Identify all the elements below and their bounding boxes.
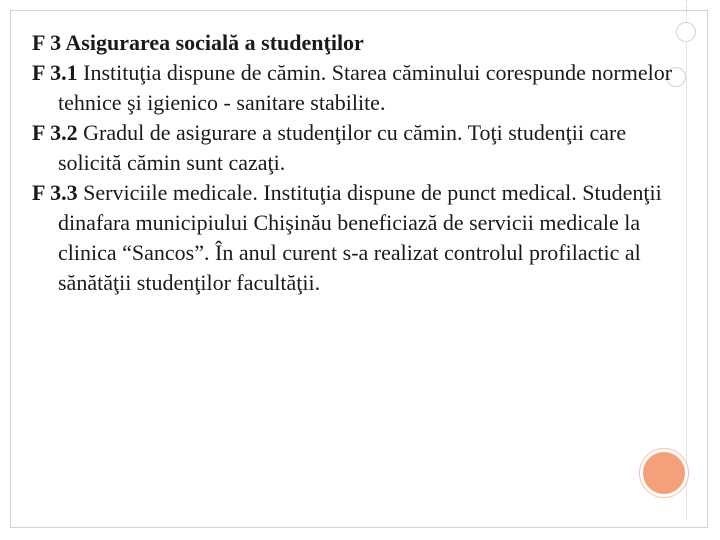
item-text: Serviciile medicale. Instituţia dispune de punct medical. Studenţii dinafara municipiului Chişinău beneficiază de servicii medicale la clinica “Sancos”. În anul curent s-a realizat controlul profilactic al sănătăţii studenţilor facultăţii. (58, 180, 662, 295)
item-text: Instituţia dispune de cămin. Starea căminului corespunde normelor tehnice şi igienico - sanitare stabilite. (58, 60, 673, 115)
decorative-circle-accent (640, 449, 688, 497)
item-f3-1 (32, 58, 682, 118)
item-number: F 3.3 (32, 180, 78, 205)
decorative-vertical-line (686, 0, 687, 520)
slide-content (32, 28, 682, 298)
item-number: F 3.2 (32, 120, 78, 145)
section-heading: F 3 Asigurarea socială a studenţilor (32, 30, 364, 55)
item-text: Gradul de asigurare a studenţilor cu cămin. Toţi studenţii care solicită cămin sunt cazaţi. (58, 120, 627, 175)
item-f3-2 (32, 118, 682, 178)
item-f3-3 (32, 178, 682, 298)
item-number: F 3.1 (32, 60, 78, 85)
